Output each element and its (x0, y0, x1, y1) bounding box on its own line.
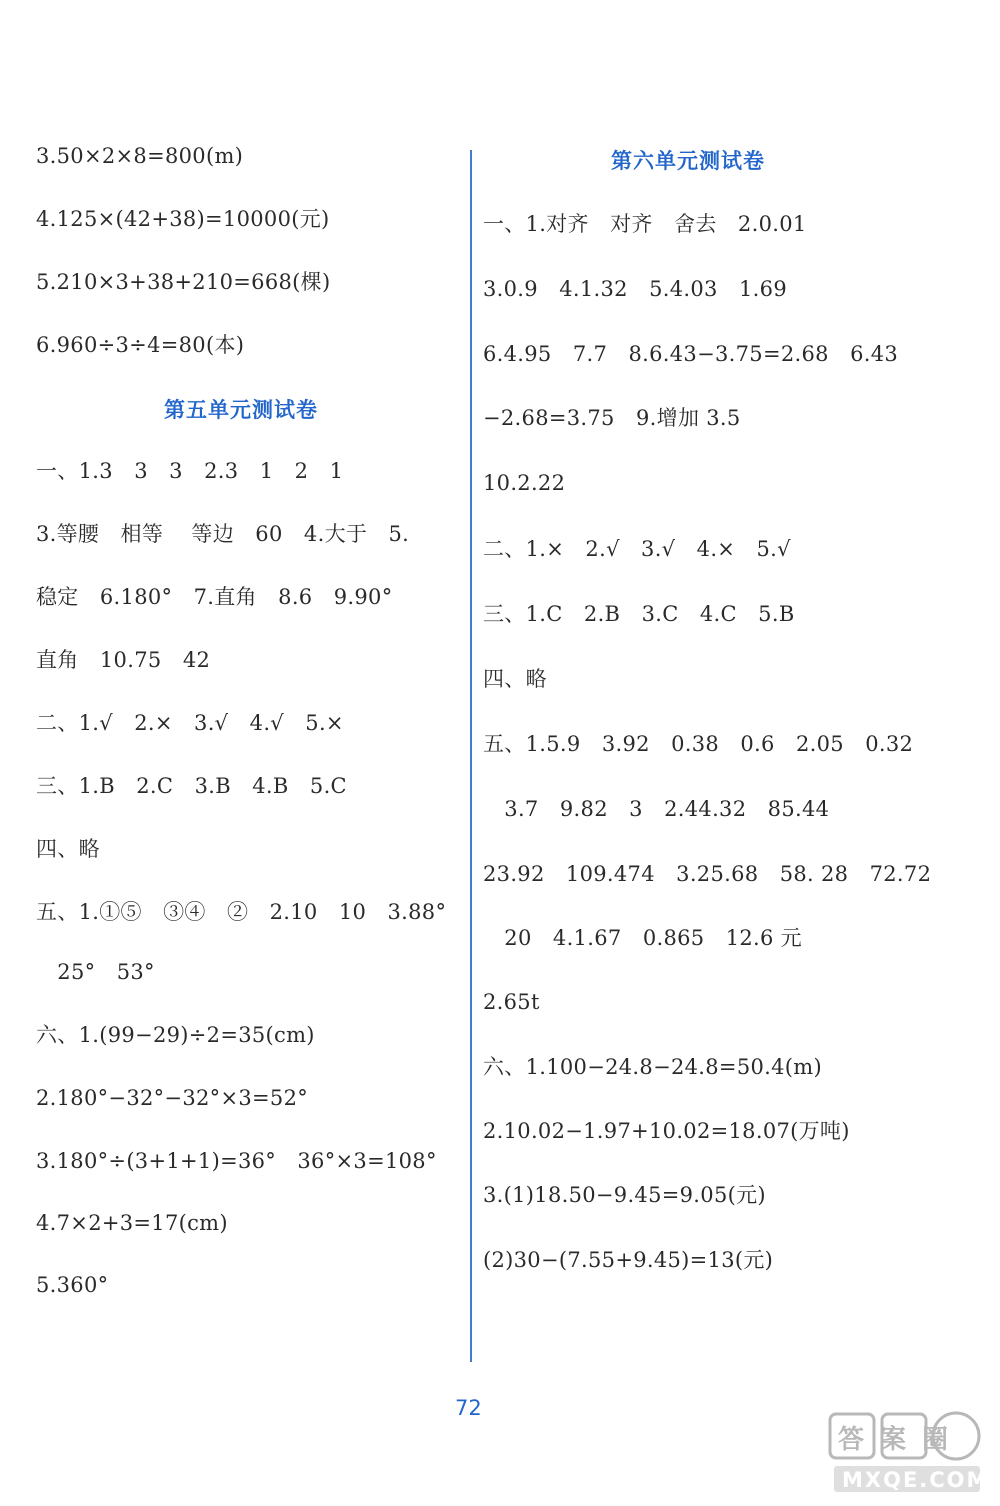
answer-line: 5.210×3+38+210=668(棵) (36, 270, 331, 294)
answer-line: 4.125×(42+38)=10000(元) (36, 207, 330, 231)
answer-line: 3.7 9.82 3 2.44.32 85.44 (483, 797, 830, 821)
answer-line: 5.360° (36, 1273, 109, 1297)
section-heading-unit5: 第五单元测试卷 (164, 398, 318, 422)
answer-line: 3.0.9 4.1.32 5.4.03 1.69 (483, 277, 787, 301)
answer-line: 6.4.95 7.7 8.6.43−3.75=2.68 6.43 (483, 342, 899, 366)
answer-line: 五、1.5.9 3.92 0.38 0.6 2.05 0.32 (483, 732, 914, 756)
answer-line: 二、1.√ 2.× 3.√ 4.√ 5.× (36, 711, 344, 735)
watermark-text: 答案圈 (838, 1425, 965, 1455)
answer-line: 6.960÷3÷4=80(本) (36, 333, 245, 357)
answer-line: −2.68=3.75 9.增加 3.5 (483, 406, 741, 430)
answer-line: 三、1.B 2.C 3.B 4.B 5.C (36, 774, 347, 798)
answer-line: 五、1.①⑤ ③④ ② 2.10 10 3.88° (36, 900, 447, 924)
answer-line: 二、1.× 2.√ 3.√ 4.× 5.√ (483, 537, 791, 561)
answer-line: 三、1.C 2.B 3.C 4.C 5.B (483, 602, 795, 626)
answer-line: 3.180°÷(3+1+1)=36° 36°×3=108° (36, 1149, 437, 1173)
page-number: 72 (455, 1396, 482, 1420)
answer-line: 3.等腰 相等 等边 60 4.大于 5. (36, 522, 410, 546)
section-heading-unit6: 第六单元测试卷 (611, 149, 765, 173)
answer-line: 20 4.1.67 0.865 12.6 元 (483, 926, 802, 950)
answer-line: 六、1.100−24.8−24.8=50.4(m) (483, 1055, 822, 1079)
watermark-url: MXQE.COM (842, 1468, 990, 1492)
answer-line: 4.7×2+3=17(cm) (36, 1211, 228, 1235)
answer-line: 2.180°−32°−32°×3=52° (36, 1086, 309, 1110)
column-divider (470, 150, 472, 1362)
answer-line: 直角 10.75 42 (36, 648, 211, 672)
answer-line: 2.65t (483, 990, 540, 1014)
answer-line: 23.92 109.474 3.25.68 58. 28 72.72 (483, 862, 932, 886)
answer-line: 3.50×2×8=800(m) (36, 144, 244, 168)
answer-line: 3.(1)18.50−9.45=9.05(元) (483, 1183, 766, 1207)
answer-line: 六、1.(99−29)÷2=35(cm) (36, 1023, 315, 1047)
answer-line: 一、1.3 3 3 2.3 1 2 1 (36, 459, 344, 483)
answer-line: (2)30−(7.55+9.45)=13(元) (483, 1248, 774, 1272)
answer-line: 2.10.02−1.97+10.02=18.07(万吨) (483, 1119, 850, 1143)
answer-line: 稳定 6.180° 7.直角 8.6 9.90° (36, 585, 393, 609)
answer-line: 10.2.22 (483, 471, 566, 495)
answer-line: 25° 53° (36, 960, 155, 984)
answer-line: 四、略 (483, 667, 547, 691)
answer-line: 四、略 (36, 837, 100, 861)
answer-line: 一、1.对齐 对齐 舍去 2.0.01 (483, 212, 807, 236)
